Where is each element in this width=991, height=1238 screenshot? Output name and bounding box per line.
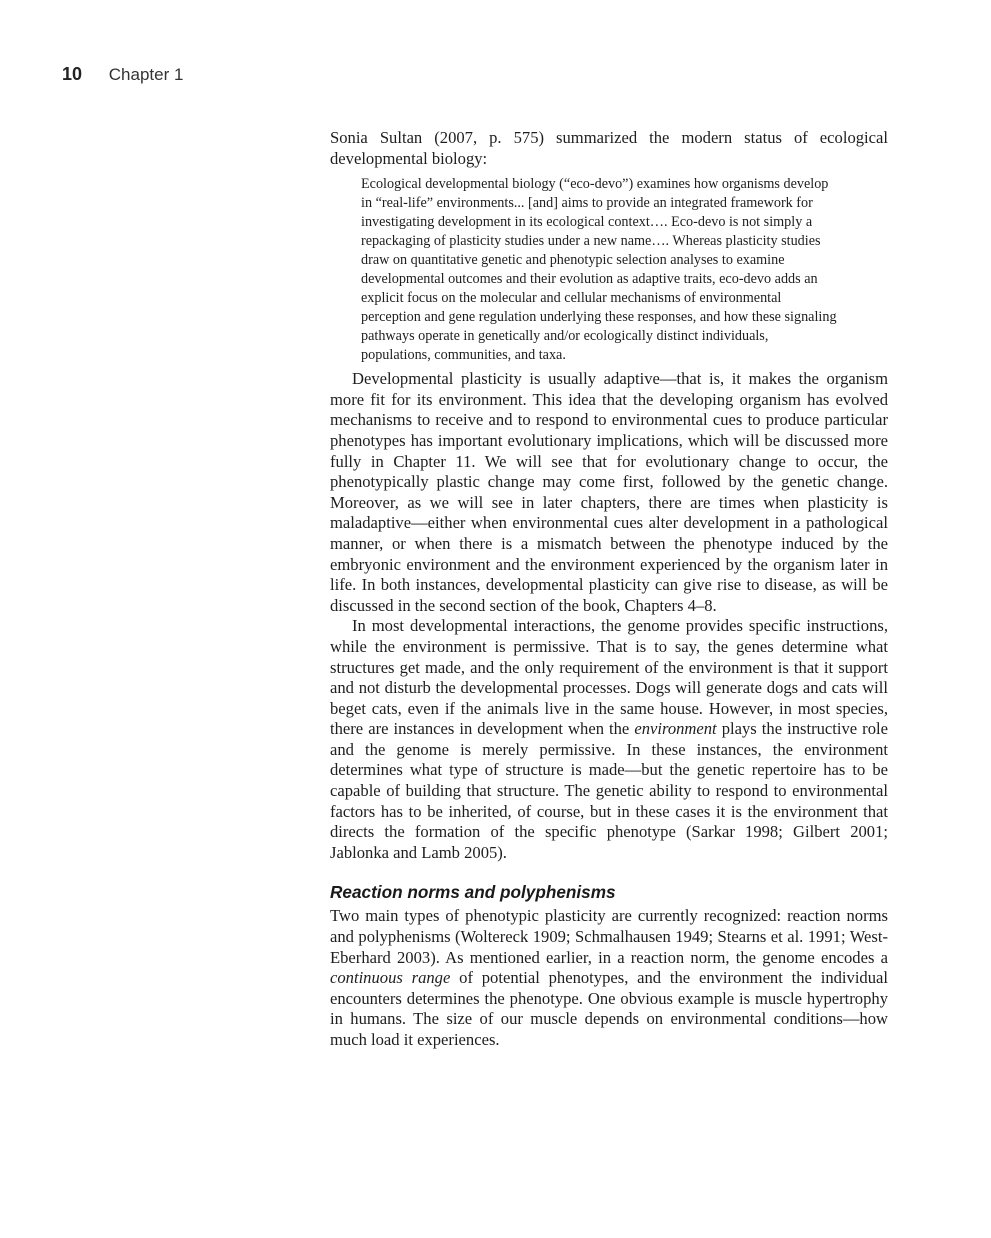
block-quote: Ecological developmental biology (“eco-devo”) examines how organisms develop in “real-life” environments... [and] aims to provide an integrated framework for investigating development in its ecological context…. Eco-devo is not simply a repackaging of plasticity studies under a new name…. Whereas plasticity studies draw on quantitative genetic and phenotypic selection analyses to examine developmental outcomes and their evolution as adaptive traits, eco-devo adds an explicit focus on the molecular and cellular mechanisms of environmental perception and gene regulation underlying these responses, and how these signaling pathways operate in genetically and/or ecologically distinct individuals, populations, communities, and taxa.: [361, 176, 837, 364]
running-head: [62, 64, 183, 85]
paragraph-text: plays the instructive role and the genome is merely permissive. In these instances, the environment determines what type of structure is made—but the genetic repertoire has to be capable of building that structure. The genetic ability to respond to environmental factors has to be inherited, of course, but in these cases it is the environment that directs the formation of the specific phenotype (Sarkar 1998; Gilbert 2001; Jablonka and Lamb 2005).: [330, 719, 888, 862]
intro-paragraph: Sonia Sultan (2007, p. 575) summarized the modern status of ecological developmental biology:: [330, 128, 888, 168]
emphasis-environment: environment: [634, 719, 717, 739]
paragraph-text: In most developmental interactions, the genome provides specific instructions, while the environment is permissive. That is to say, the genes determine what structures get made, and the only requirement of the environment is that it support and not disturb the developmental processes. Dogs will generate dogs and cats will beget cats, even if the animals live in the same house. However, in most species, there are instances in development when the: [330, 616, 888, 739]
chapter-label: Chapter 1: [108, 65, 184, 84]
section-heading: Reaction norms and polyphenisms: [330, 882, 616, 903]
paragraph-text: of potential phenotypes, and the environment the individual encounters determines the phenotype. One obvious example is muscle hypertrophy in humans. The size of our muscle depends on environmental conditions—how much load it experiences.: [330, 968, 889, 1049]
emphasis-continuous-range: continuous range: [330, 968, 451, 988]
page-number: 10: [62, 64, 83, 84]
paragraph-genome-instructions: [330, 616, 888, 863]
paragraph-reaction-norms: [330, 906, 888, 1050]
paragraph-text: Two main types of phenotypic plasticity are currently recognized: reaction norms and polyphenisms (Woltereck 1909; Schmalhausen 1949; Stearns et al. 1991; West-Eberhard 2003). As mentioned earlier, in a reaction norm, the genome encodes a: [330, 906, 888, 967]
main-text: [330, 128, 888, 1051]
paragraph-plasticity-adaptive: Developmental plasticity is usually adaptive—that is, it makes the organism more fit for its environment. This idea that the developing organism has evolved mechanisms to receive and to respond to environmental cues to produce particular phenotypes has important evolutionary implications, which will be discussed more fully in Chapter 11. We will see that for evolutionary change to occur, the phenotypically plastic change may come first, followed by the genetic change. Moreover, as we will see in later chapters, there are times when plasticity is maladaptive—either when environmental cues alter development in a pathological manner, or when there is a mismatch between the phenotype induced by the embryonic environment and the environment experienced by the organism later in life. In both instances, developmental plasticity can give rise to disease, as will be discussed in the second section of the book, Chapters 4–8.: [330, 369, 888, 615]
